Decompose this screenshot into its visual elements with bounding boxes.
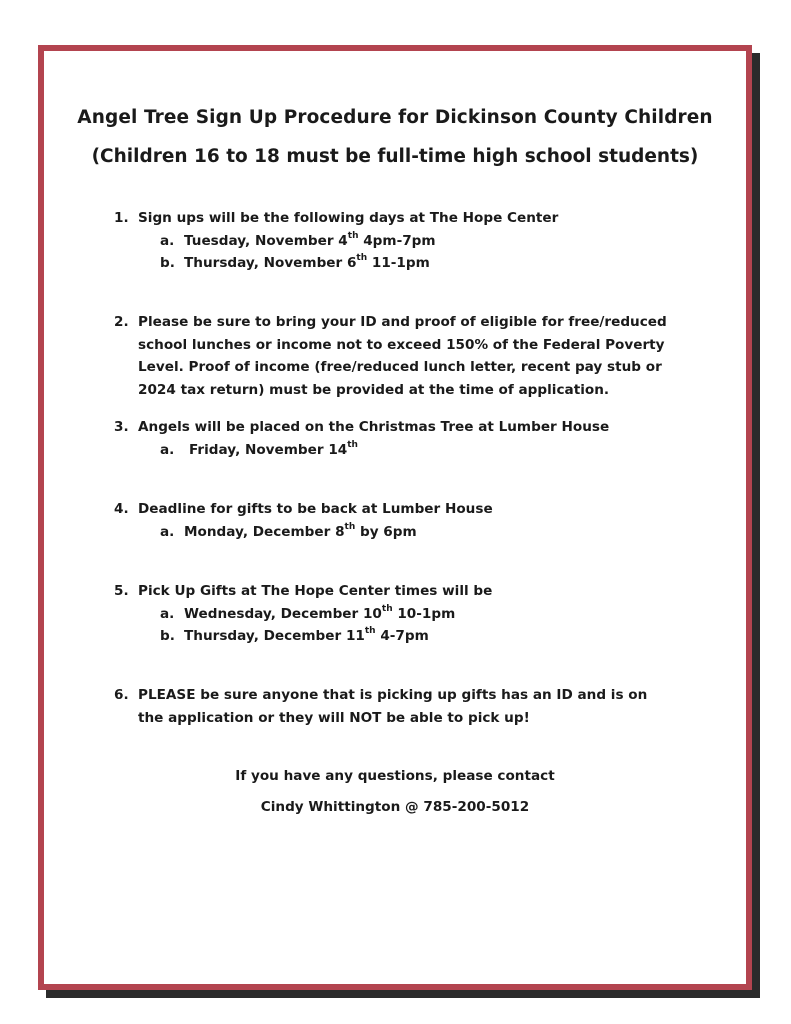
sub-item-letter: a. [160,605,175,622]
ordinal-suffix: th [347,439,358,450]
contact-line-2: Cindy Whittington @ 785-200-5012 [260,799,530,815]
sub-item-time: 4-7pm [375,628,429,644]
sub-item-4a [160,521,714,544]
sub-item-date: Thursday, December 11 [184,628,365,644]
list-item-5 [114,580,714,648]
sub-item-5a [160,603,714,626]
sub-item-time: 4pm-7pm [358,232,436,249]
item-number: 6. [114,687,129,703]
item-text: Deadline for gifts to be back at Lumber House [138,501,493,517]
item-text: PLEASE be sure anyone that is picking up gifts has an ID and is on the application or they will NOT be able to pick up! [138,687,648,726]
sub-item-date: Thursday, November 6 [184,255,357,271]
item-text: Angels will be placed on the Christmas Tree at Lumber House [138,419,610,435]
ordinal-suffix: th [364,626,376,637]
sub-item-date: Friday, November 14 [189,441,348,458]
ordinal-suffix: th [381,603,393,614]
item-number: 3. [114,419,129,435]
item-text: Pick Up Gifts at The Hope Center times will be [138,583,493,599]
sub-item-letter: b. [160,255,175,271]
ordinal-suffix: th [356,253,368,264]
sub-item-3a [160,439,714,462]
sub-item-letter: a. [160,232,175,249]
list-item-2 [114,311,704,401]
item-number: 2. [114,314,129,330]
sub-item-time: 10-1pm [392,605,456,622]
document-frame [38,45,752,990]
sub-item-time: 11-1pm [367,255,430,271]
list-item-3 [114,416,714,461]
sub-item-letter: a. [160,523,175,540]
sub-item-1b [160,252,714,275]
sub-item-date: Tuesday, November 4 [184,232,348,249]
list-item-4 [114,498,714,543]
ordinal-suffix: th [344,521,356,532]
item-number: 4. [114,501,129,517]
item-number: 5. [114,583,129,599]
contact-line-1: If you have any questions, please contact [235,768,555,784]
sub-item-date: Monday, December 8 [184,523,345,540]
sub-item-time: by 6pm [355,523,417,540]
item-text: Please be sure to bring your ID and proof of eligible for free/reduced school lunches or income not to exceed 150% of the Federal Poverty Level. Proof of income (free/reduced lunch letter, recent pay stub or 2024 tax return) must be provided at the time of application. [138,314,667,398]
sub-item-1a [160,230,714,253]
ordinal-suffix: th [347,230,359,241]
list-item-6 [114,684,674,729]
page-title: Angel Tree Sign Up Procedure for Dickinson County Children [77,107,713,128]
sub-item-date: Wednesday, December 10 [184,605,382,622]
sub-item-5b [160,625,714,648]
sub-item-letter: b. [160,628,175,644]
page-subtitle: (Children 16 to 18 must be full-time high school students) [91,146,699,167]
list-item-1 [114,207,714,275]
item-number: 1. [114,210,129,226]
item-text: Sign ups will be the following days at The Hope Center [138,210,559,226]
sub-item-letter: a. [160,441,175,458]
